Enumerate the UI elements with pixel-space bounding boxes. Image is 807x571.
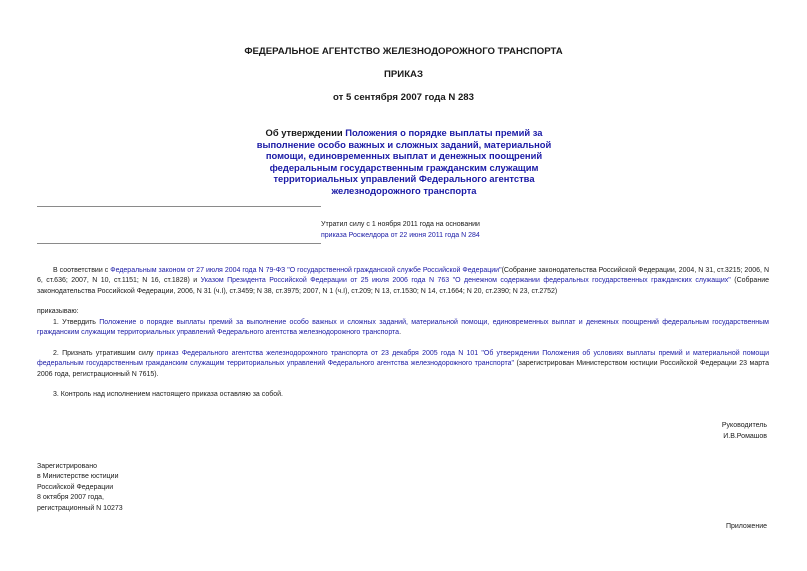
lost-force-text: Утратил силу с 1 ноября 2011 года на основании [321, 221, 480, 228]
presidential-decree-link[interactable]: Указом Президента Российской Федерации от 25 июля 2006 года N 763 "О денежном содержании федеральных государственных гражданских служащих" [200, 277, 731, 285]
item-2-end: (зарегистрирован Министерством юстиции Российской Федерации 23 марта 2006 года, регистрационный N 7615). [37, 360, 769, 378]
preamble-text-1: В соответствии с [53, 267, 111, 274]
subject-link[interactable]: Положения о порядке выплаты премий за выполнение особо важных и сложных заданий, материальной помощи, единовременных выплат и денежных поощрений федеральным государственным гражданским служащим территориальных управлений Федерального агентства железнодорожного транспорта [256, 127, 552, 196]
appendix-label: Приложение [725, 523, 767, 530]
item-3-paragraph: 3. Контроль над исполнением настоящего приказа оставляю за собой. [53, 391, 284, 398]
divider-top [37, 206, 321, 207]
signatory-name: И.В.Ромашов [723, 433, 767, 440]
subject-prefix: Об утверждении [265, 127, 346, 138]
signatory-title: Руководитель [721, 422, 767, 429]
order-word: приказываю: [37, 308, 79, 315]
item-2-paragraph [37, 349, 769, 380]
preamble-text-3: (Собрание законодательства Российской Федерации, 2006, N 31 (ч.I), ст.3459; N 38, ст.3975; 2007, N 1 (ч.I), ст.209; N 13, ст.1530; N 14, ст.1664; N 20, ст.2390; N 23, ст.2752) [37, 277, 769, 295]
preamble-paragraph [37, 266, 769, 297]
document-subject [245, 127, 563, 197]
federal-law-link[interactable]: Федеральным законом от 27 июля 2004 года N 79-ФЗ "О государственной гражданской службе Российской Федерации" [110, 267, 502, 274]
registration-line-3: Российской Федерации [37, 483, 114, 491]
preamble-text-2: (Собрание законодательства Российской Федерации, 2004, N 31, ст.3215; 2006, N 6, ст.636; 2007, N 10, ст.1151; N 16, ст.1828) и [37, 267, 770, 285]
lost-force-link[interactable]: приказа Росжелдора от 22 июня 2011 года N 284 [321, 232, 480, 239]
item-1-text: 1. Утвердить [53, 319, 100, 326]
lost-force-note [321, 219, 480, 241]
item-1-paragraph [37, 318, 769, 339]
item-2-text: 2. Признать утратившим силу [53, 350, 157, 357]
item-1-end: . [399, 329, 402, 337]
registration-line-5: регистрационный N 10273 [37, 504, 123, 512]
registration-line-1: Зарегистрировано [37, 463, 97, 470]
registration-block [37, 462, 123, 514]
regulation-link[interactable]: Положение о порядке выплаты премий за выполнение особо важных и сложных заданий, материальной помощи, единовременных выплат и денежных поощрений федеральным государственным гражданским служащим территориальных управлений Федерального агентства железнодорожного транспорта [37, 319, 769, 337]
signature-block [722, 420, 767, 442]
registration-line-4: 8 октября 2007 года, [37, 494, 105, 502]
date-number: от 5 сентября 2007 года N 283 [333, 92, 474, 103]
repealed-order-link[interactable]: приказ Федерального агентства железнодорожного транспорта от 23 декабря 2005 года N 101 "Об утверждении Положения об условиях выплаты премий и материальной помощи федеральным государственным гражданским служащим территориальных управлений Федерального агентства железнодорожного транспорта" [37, 350, 769, 368]
doc-type-heading: ПРИКАЗ [384, 69, 423, 80]
registration-line-2: в Министерстве юстиции [37, 473, 119, 481]
agency-heading: ФЕДЕРАЛЬНОЕ АГЕНТСТВО ЖЕЛЕЗНОДОРОЖНОГО ТРАНСПОРТА [244, 46, 563, 57]
divider-bottom [37, 243, 321, 244]
